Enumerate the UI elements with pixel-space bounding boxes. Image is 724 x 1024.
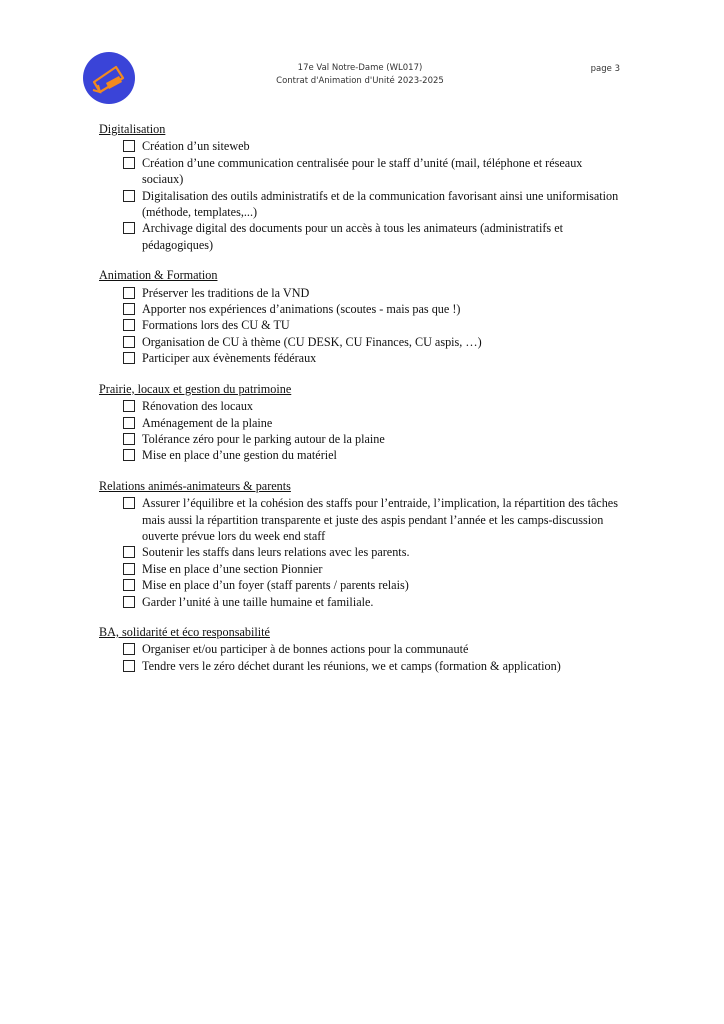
unit-logo — [83, 52, 135, 104]
checkbox[interactable] — [123, 596, 135, 608]
checklist-item-text: Garder l’unité à une taille humaine et familiale. — [142, 594, 374, 609]
checklist-item-text: Apporter nos expériences d’animations (scoutes - mais pas que !) — [142, 302, 461, 317]
checklist-item — [123, 431, 619, 447]
checklist-item — [123, 641, 619, 657]
checkbox[interactable] — [123, 157, 135, 169]
section-title: BA, solidarité et éco responsabilité — [99, 624, 270, 639]
section-title: Prairie, locaux et gestion du patrimoine — [99, 381, 292, 396]
checklist-item — [123, 155, 619, 188]
checklist-item — [123, 220, 619, 253]
checklist-item-text: Mise en place d’un foyer (staff parents / parents relais) — [142, 578, 409, 593]
checklist-item — [123, 138, 619, 154]
section — [99, 624, 619, 674]
checklist-item-text: Digitalisation des outils administratifs et de la communication favorisant ainsi une uniformisation (méthode, templates,...) — [142, 188, 619, 220]
checklist-item-text: Organisation de CU à thème (CU DESK, CU Finances, CU aspis, …) — [142, 334, 482, 349]
checkbox[interactable] — [123, 579, 135, 591]
checkbox[interactable] — [123, 140, 135, 152]
checklist — [99, 398, 619, 464]
checklist-item — [123, 317, 619, 333]
checkbox[interactable] — [123, 643, 135, 655]
checkbox[interactable] — [123, 400, 135, 412]
document-body — [99, 121, 619, 688]
section — [99, 381, 619, 464]
checklist-item-text: Rénovation des locaux — [142, 399, 254, 414]
section-title: Animation & Formation — [99, 268, 218, 283]
section — [99, 121, 619, 253]
checklist-item-text: Tolérance zéro pour le parking autour de la plaine — [142, 431, 385, 446]
page-number: page 3 — [590, 64, 620, 74]
checkbox[interactable] — [123, 433, 135, 445]
checkbox[interactable] — [123, 319, 135, 331]
checklist-item — [123, 544, 619, 560]
checklist-item-text: Mise en place d’une gestion du matériel — [142, 448, 337, 463]
checklist-item-text: Assurer l’équilibre et la cohésion des staffs pour l’entraide, l’implication, la répartition des tâches mais aussi la répartition transparente et juste des aspis pendant l’année et les camps-discussion ouverte prévue lors du week end staff — [142, 496, 618, 543]
section — [99, 267, 619, 366]
checklist-item — [123, 188, 619, 221]
checkbox[interactable] — [123, 303, 135, 315]
checklist-item-text: Tendre vers le zéro déchet durant les réunions, we et camps (formation & application) — [142, 658, 561, 673]
checklist-item-text: Préserver les traditions de la VND — [142, 285, 310, 300]
header-document-title: Contrat d'Animation d'Unité 2023-2025 — [276, 76, 444, 86]
checklist-item — [123, 415, 619, 431]
checkbox[interactable] — [123, 546, 135, 558]
checklist-item — [123, 285, 619, 301]
checklist-item — [123, 658, 619, 674]
checklist-item-text: Formations lors des CU & TU — [142, 318, 290, 333]
checkbox[interactable] — [123, 222, 135, 234]
checklist-item — [123, 495, 619, 544]
checkbox[interactable] — [123, 497, 135, 509]
checklist-item-text: Archivage digital des documents pour un accès à tous les animateurs (administratifs et pédagogiques) — [142, 221, 564, 252]
checkbox[interactable] — [123, 336, 135, 348]
checklist-item-text: Organiser et/ou participer à de bonnes actions pour la communauté — [142, 642, 469, 657]
checkbox[interactable] — [123, 660, 135, 672]
checklist-item — [123, 447, 619, 463]
checklist-item — [123, 577, 619, 593]
section-title: Relations animés-animateurs & parents — [99, 478, 291, 493]
checklist-item-text: Mise en place d’une section Pionnier — [142, 561, 323, 576]
checklist-item-text: Soutenir les staffs dans leurs relations avec les parents. — [142, 545, 410, 560]
checkbox[interactable] — [123, 449, 135, 461]
checkbox[interactable] — [123, 563, 135, 575]
checklist-item — [123, 594, 619, 610]
document-header — [230, 62, 490, 88]
checklist — [99, 641, 619, 674]
checklist-item — [123, 334, 619, 350]
checklist — [99, 285, 619, 367]
checkbox[interactable] — [123, 190, 135, 202]
checkbox[interactable] — [123, 417, 135, 429]
checkbox[interactable] — [123, 352, 135, 364]
header-unit-name: 17e Val Notre-Dame (WL017) — [297, 63, 423, 73]
checklist-item — [123, 350, 619, 366]
checklist-item — [123, 301, 619, 317]
checklist — [99, 138, 619, 253]
checklist-item — [123, 561, 619, 577]
scout-logo-icon — [83, 52, 135, 104]
checklist-item — [123, 398, 619, 414]
section — [99, 478, 619, 610]
checklist-item-text: Aménagement de la plaine — [142, 415, 273, 430]
checkbox[interactable] — [123, 287, 135, 299]
checklist-item-text: Création d’une communication centralisée pour le staff d’unité (mail, téléphone et réseaux sociaux) — [142, 155, 583, 187]
checklist-item-text: Création d’un siteweb — [142, 139, 250, 154]
checklist — [99, 495, 619, 610]
checklist-item-text: Participer aux évènements fédéraux — [142, 351, 317, 366]
section-title: Digitalisation — [99, 122, 166, 136]
